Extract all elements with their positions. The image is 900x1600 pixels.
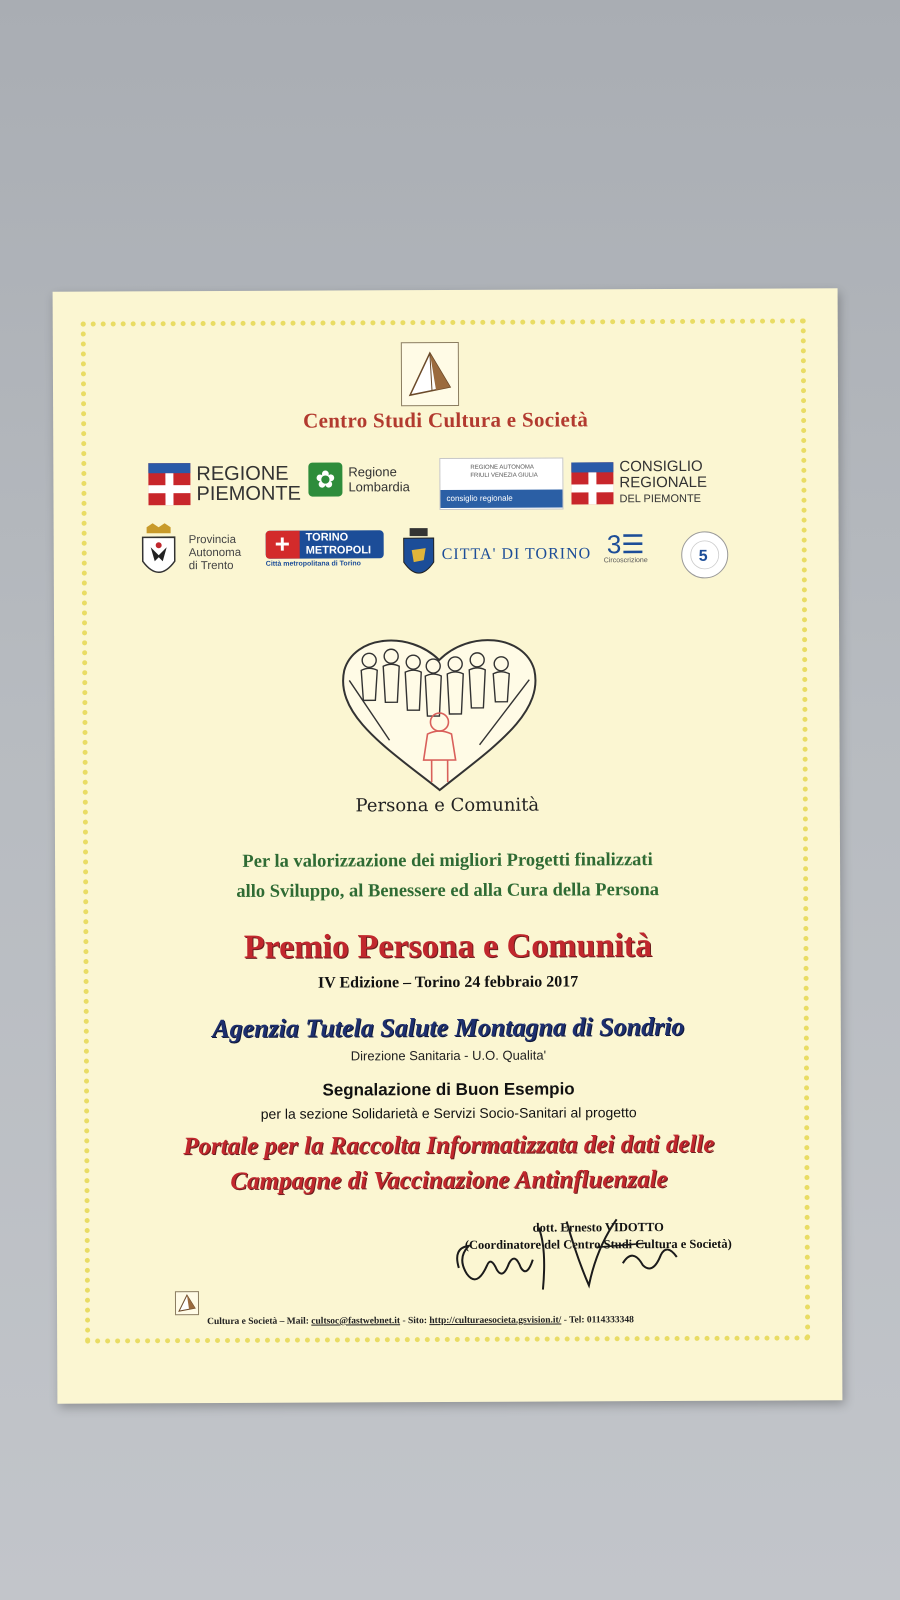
- purpose-line-1: Per la valorizzazione dei migliori Progetti finalizzati: [242, 850, 653, 872]
- edition-line: IV Edizione – Torino 24 febbraio 2017: [317, 973, 579, 992]
- purpose-line-2: allo Sviluppo, al Benessere ed alla Cura della Persona: [236, 880, 660, 902]
- circoscrizione-seal-icon: [679, 529, 731, 581]
- certificate-sheet: [53, 288, 843, 1403]
- consiglio-line3: DEL PIEMONTE: [619, 492, 702, 506]
- citta-di-torino-logo: [402, 525, 592, 584]
- project-title-line-1: Portale per la Raccolta Informatizzata dei dati delle: [183, 1130, 715, 1161]
- section-line: per la sezione Solidarietà e Servizi Socio-Sanitari al progetto: [260, 1104, 637, 1122]
- footer-sito-label: - Sito:: [400, 1316, 430, 1327]
- handwritten-signature: [447, 1207, 687, 1298]
- signer-name: dott. Ernesto VIDOTTO: [532, 1220, 664, 1235]
- recognition-title: Segnalazione di Buon Esempio: [322, 1079, 575, 1100]
- footer-tel: - Tel: 0114333348: [561, 1315, 634, 1326]
- footer-mail-link[interactable]: cultsoc@fastwebnet.it: [311, 1316, 401, 1327]
- footer-site-link[interactable]: http://culturaesocieta.gsvision.it/: [429, 1315, 562, 1327]
- consiglio-flag-icon: [571, 462, 613, 504]
- citta-torino-text: CITTA' DI TORINO: [441, 545, 592, 564]
- footer-pyramid-icon: [175, 1291, 199, 1315]
- lombardia-line1: Regione: [348, 464, 397, 480]
- metropoli-line2: METROPOLI: [305, 544, 372, 557]
- svg-text:5: 5: [698, 547, 708, 565]
- consiglio-fvg-logo: [439, 457, 563, 510]
- circoscrizione-3-logo: [604, 531, 648, 564]
- recipient-department: Direzione Sanitaria - U.O. Qualita': [350, 1047, 547, 1064]
- organization-name: Centro Studi Cultura e Società: [303, 407, 589, 433]
- metropoli-sub: Città metropolitana di Torino: [265, 560, 361, 568]
- trento-eagle-icon: [139, 521, 179, 585]
- trento-line3: di Trento: [188, 559, 234, 572]
- heart-emblem: [329, 630, 550, 801]
- motto-text: Persona e Comunità: [355, 794, 540, 817]
- lombardia-rose-icon: ✿: [308, 462, 342, 496]
- recipient-name: Agenzia Tutela Salute Montagna di Sondrio: [212, 1011, 685, 1044]
- consiglio-piemonte-logo: [571, 459, 707, 508]
- torino-bull-shield-icon: [402, 526, 436, 584]
- project-title-line-2: Campagne di Vaccinazione Antinfluenzale: [230, 1166, 668, 1195]
- pyramid-logo: [401, 342, 459, 406]
- circoscrizione-3-icon: 3☰: [606, 529, 645, 560]
- footer-contact: [207, 1315, 634, 1327]
- metropoli-line1: TORINO: [305, 531, 349, 544]
- consiglio-line1: CONSIGLIO: [619, 457, 703, 476]
- award-title: Premio Persona e Comunità: [243, 927, 653, 966]
- torino-metropoli-badge: [266, 530, 384, 559]
- regione-piemonte-logo: [148, 463, 301, 506]
- torino-metropoli-logo: [266, 530, 384, 568]
- piemonte-line2: PIEMONTE: [196, 482, 301, 506]
- trento-line2: Autonoma: [188, 546, 242, 559]
- fvg-line1: REGIONE AUTONOMA: [470, 464, 534, 471]
- consiglio-line2: REGIONALE: [619, 473, 707, 492]
- piemonte-line1: REGIONE: [196, 462, 289, 486]
- fvg-line2: FRIULI VENEZIA GIULIA: [470, 472, 538, 479]
- trento-logo: [139, 521, 242, 585]
- lombardia-line2: Lombardia: [348, 479, 410, 495]
- circoscrizione-seal: [679, 529, 731, 581]
- circoscrizione-label: Circoscrizione: [603, 557, 648, 565]
- regione-lombardia-logo: [308, 462, 410, 496]
- piemonte-flag-icon: [148, 463, 190, 505]
- footer-prefix: Cultura e Società – Mail:: [207, 1316, 312, 1328]
- signer-role: (Coordinatore del Centro Studi Cultura e Società): [464, 1236, 732, 1252]
- trento-line1: Provincia: [188, 533, 236, 546]
- fvg-bar: consiglio regionale: [440, 489, 562, 508]
